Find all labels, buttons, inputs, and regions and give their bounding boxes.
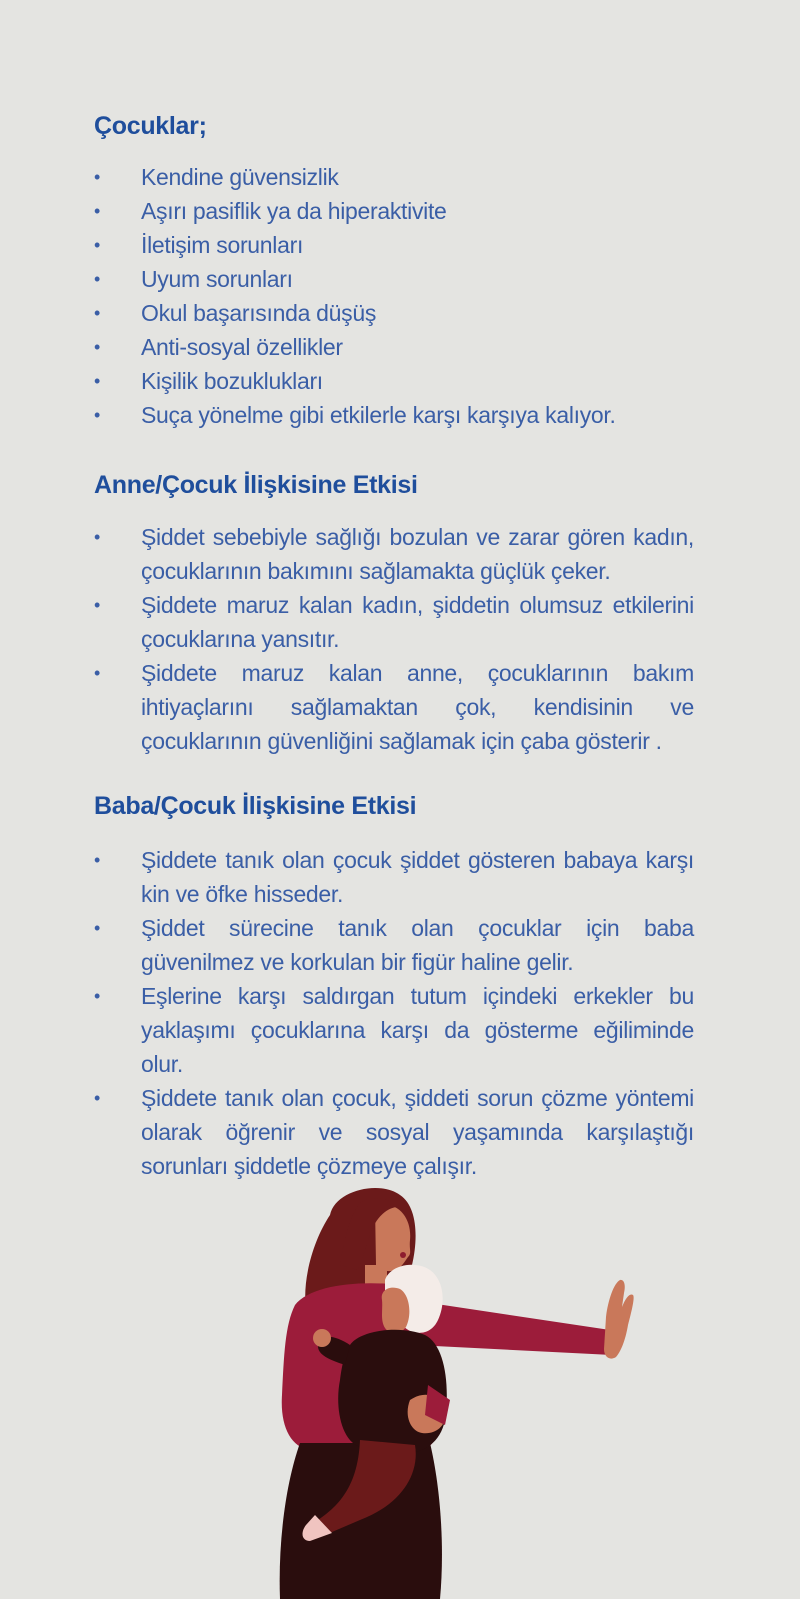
bullet: • <box>94 527 101 547</box>
mother-child-illustration <box>240 1185 660 1599</box>
child-face <box>382 1288 410 1334</box>
list-item: • Şiddete tanık olan çocuk, şiddeti sorun çözme yöntemi olarak öğrenir ve sosyal yaşamında karşılaştığı sorunları şiddetle çözmeye çalışır. <box>94 1081 694 1183</box>
bullet: • <box>94 235 101 255</box>
list-item: • Eşlerine karşı saldırgan tutum içindeki erkekler bu yaklaşımı çocuklarına karşı da gösterme eğiliminde olur. <box>94 979 694 1081</box>
bullet: • <box>94 405 101 425</box>
list-item: • Şiddet sebebiyle sağlığı bozulan ve zarar gören kadın, çocuklarının bakımını sağlamakta güçlük çeker. <box>94 520 694 588</box>
bullet: • <box>94 269 101 289</box>
bullet: • <box>94 850 101 870</box>
list-item: • Şiddete maruz kalan anne, çocuklarının bakım ihtiyaçlarını sağlamaktan çok, kendisinin ve çocuklarının güvenliğini sağlamak için çaba gösterir . <box>94 656 694 758</box>
list-item: • Suça yönelme gibi etkilerle karşı karşıya kalıyor. <box>94 398 694 432</box>
list-item: • Okul başarısında düşüş <box>94 296 694 330</box>
bullet: • <box>94 918 101 938</box>
bullet: • <box>94 337 101 357</box>
bullet: • <box>94 167 101 187</box>
list-item: • Uyum sorunları <box>94 262 694 296</box>
list-item: • Şiddete tanık olan çocuk şiddet gösteren babaya karşı kin ve öfke hisseder. <box>94 843 694 911</box>
bullet: • <box>94 663 101 683</box>
list-item: • Şiddet sürecine tanık olan çocuklar için baba güvenilmez ve korkulan bir figür haline gelir. <box>94 911 694 979</box>
list-item: • Kişilik bozuklukları <box>94 364 694 398</box>
list-item: • Aşırı pasiflik ya da hiperaktivite <box>94 194 694 228</box>
section-heading-mother-child: Anne/Çocuk İlişkisine Etkisi <box>94 471 418 499</box>
list-item: • Şiddete maruz kalan kadın, şiddetin olumsuz etkilerini çocuklarına yansıtır. <box>94 588 694 656</box>
woman-lips <box>400 1252 406 1258</box>
section-heading-father-child: Baba/Çocuk İlişkisine Etkisi <box>94 792 417 820</box>
woman-stop-hand <box>604 1280 634 1359</box>
bullet: • <box>94 371 101 391</box>
father-child-effects-list <box>94 843 694 1183</box>
list-item: • Anti-sosyal özellikler <box>94 330 694 364</box>
bullet: • <box>94 595 101 615</box>
list-item: • Kendine güvensizlik <box>94 160 694 194</box>
bullet: • <box>94 1088 101 1108</box>
bullet: • <box>94 303 101 323</box>
list-item: • İletişim sorunları <box>94 228 694 262</box>
children-effects-list <box>94 160 694 432</box>
section-heading-children: Çocuklar; <box>94 112 207 140</box>
bullet: • <box>94 986 101 1006</box>
mother-child-effects-list <box>94 520 694 758</box>
bullet: • <box>94 201 101 221</box>
